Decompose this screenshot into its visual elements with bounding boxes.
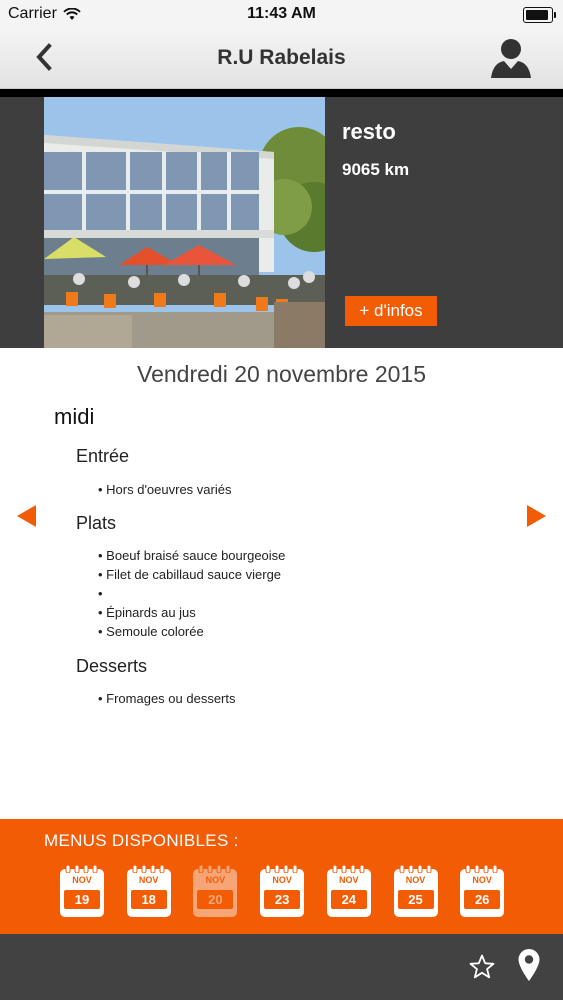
status-bar [0,0,563,28]
calendar-day-number: 24 [331,890,367,909]
navigation-bar [0,28,563,89]
restaurant-header [0,97,563,348]
menu-date: Vendredi 20 novembre 2015 [137,361,426,387]
calendar-month: NOV [405,875,426,885]
calendar-month: NOV [205,875,226,885]
list-item: • Semoule colorée [98,624,204,639]
previous-day-arrow-icon[interactable] [17,505,36,527]
calendar-rings [394,865,438,873]
calendar-rings [460,865,504,873]
calendar-day-23[interactable] [260,865,304,917]
divider [0,89,563,97]
battery-icon [523,7,553,23]
section-title-desserts: Desserts [76,656,148,676]
carrier-label: Carrier [8,5,57,22]
calendar-day-number: 19 [64,890,100,909]
section-title-entree: Entrée [76,446,130,466]
next-day-arrow-icon[interactable] [527,505,546,527]
calendar-day-18[interactable] [127,865,171,917]
list-item: • Épinards au jus [98,605,196,620]
calendar-rings [260,865,304,873]
bottom-toolbar [0,934,563,1000]
calendar-month: NOV [272,875,292,885]
calendar-rings [327,865,371,873]
user-icon[interactable] [489,36,533,80]
star-icon[interactable] [469,954,495,980]
list-item: • Boeuf braisé sauce bourgeoise [98,548,286,563]
list-item: • Hors d'oeuvres variés [98,482,232,497]
calendar-rings [127,865,171,873]
available-menus-label: MENUS DISPONIBLES : [44,831,239,850]
calendar-day-number: 20 [197,890,233,909]
calendar-day-25[interactable] [394,865,438,917]
list-item: • Filet de cabillaud sauce vierge [98,567,282,582]
available-menus-bar [0,819,563,934]
restaurant-photo [44,97,325,348]
more-info-button[interactable]: + d'infos [345,296,437,326]
calendar-month: NOV [472,875,492,885]
calendar-day-number: 23 [264,890,300,909]
list-item: • [98,586,103,601]
calendar-day-number: 18 [131,890,167,909]
calendar-month: NOV [138,875,159,885]
restaurant-distance: 9065 km [342,160,410,179]
calendar-day-number: 25 [398,890,434,909]
restaurant-name: resto [342,119,396,144]
calendar-rings [193,865,237,873]
calendar-day-26[interactable] [460,865,504,917]
calendar-rings [60,865,104,873]
status-time: 11:43 AM [247,5,316,22]
calendar-month: NOV [72,875,92,885]
list-item: • Fromages ou desserts [98,691,236,706]
page-title: R.U Rabelais [217,46,346,69]
section-title-plats: Plats [76,513,117,533]
meal-title: midi [54,404,95,429]
calendar-day-24[interactable] [327,865,371,917]
calendar-day-19[interactable] [60,865,104,917]
calendar-day-number: 26 [464,890,500,909]
calendar-day-20[interactable] [193,865,237,917]
calendar-month: NOV [339,875,359,885]
map-pin-icon[interactable] [517,948,541,982]
